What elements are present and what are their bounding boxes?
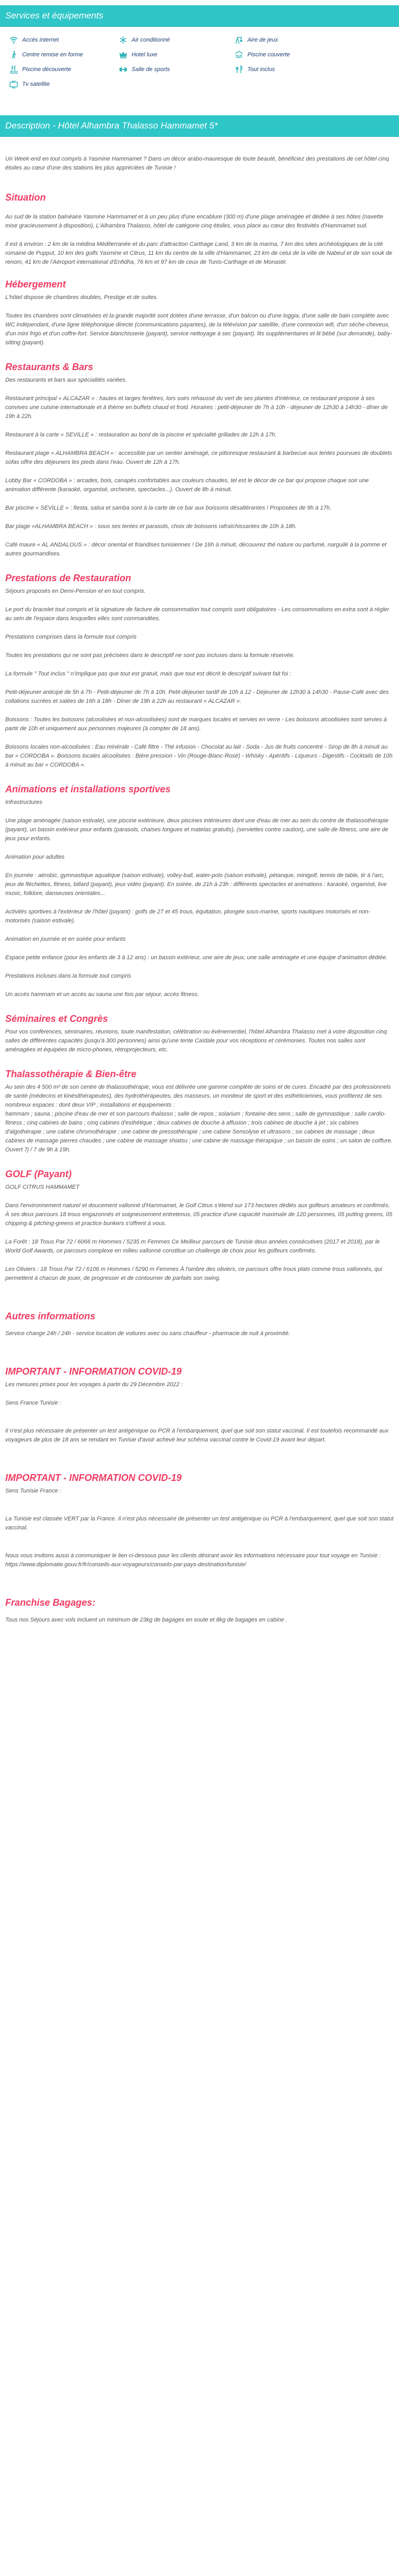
description-body: [0, 137, 399, 1625]
restaurants-paragraph: Restaurant principal « ALCAZAR » : hautes et larges fenêtres, lors soirs rehaussé du vert de ses plantes d'intérieur, ce restaurant propose à ses convives une cuisine internationale et à thème en buffets chaud et froid. Horaires : petit-déjeuner de 7h à 10h - déjeuner de 12h30 à 14h30 - dîner de 19h à 22h.: [5, 395, 388, 420]
amenity-item: [9, 64, 115, 75]
animations-paragraph: Animation pour adultes: [5, 854, 65, 860]
golf-paragraph: Dans l'environnement naturel et doucement vallonné d'Hammamet, le Golf Citrus s'étend sur 173 hectares dédiés aux golfeurs amateurs et confirmés. À ses deux parcours 18 trous engazonnés et soigneusement entretenus, 05 practice d'une capacité maximale de 120 personnes, 05 putting greens, 05 chipping & pitching-greens et practice bunkers s'offrent à vous.: [5, 1202, 393, 1227]
prestations-paragraph: Boissons locales non-alcoolisées : Eau minérale - Café filtre - Thé infusion - Chocolat au lait - Soda - Jus de fruits concentré - Sirop de 8h à minuit au bar « CORDOBA ». Boissons locales alcoolisées : Bière pression - Vin (Rouge-Blanc-Rosé) - Whisky - Apéritifs - Liqueurs - Digestifs - Cocktails de 10h à minuit au bar « CORDOBA ».: [5, 744, 393, 768]
animations-paragraph: Une plage aménagée (saison estivale), une piscine extérieure, deux piscines intérieures dont une d'eau de mer au sein du centre de thalassothérapie (payant), un bassin extérieur pour enfants (parasols, chaises longues et matelas gratuits), (serviettes contre caution), une salle de fitness, une aire de jeux pour enfants.: [5, 818, 388, 842]
hebergement-paragraph: L'hôtel dispose de chambres doubles, Prestige et de suites.: [5, 294, 158, 301]
restaurants-paragraph: Restaurant plage « ALHAMBRA BEACH » : accessible par un sentier aménagé, ce pittoresque restaurant & barbecue aux tentes pourvues de doublets sofas offre des déjeuners les pieds dans l'eau. Ouvert de 12h à 17h.: [5, 450, 392, 465]
amenity-item: [119, 64, 231, 75]
golf-paragraph: La Forêt : 18 Trous Par 72 / 6066 m Hommes / 5235 m Femmes Ce Meilleur parcours de Tunisie deux années consécutives (2017 et 2018), par le World Golf Awards, ce parcours complexe en milieu vallonné constitue un challenge de choix pour les golfeurs confirmés.: [5, 1239, 380, 1254]
situation-paragraph: Au sud de la station balnéaire Yasmine Hammamet et à un peu plus d'une encablure (300 m) d'une plage aménagée et dédiée à ses hôtes (navette mise gracieusement à disposition), L'Alhambra Thalasso, hôtel de catégorie cinq étoiles, vous place au cœur des festivités d'Hammamet sud.: [5, 214, 384, 229]
animations-paragraph: Activités sportives à l'extérieur de l'hôtel (payant) : golfs de 27 et 45 trous, équitation, plongée sous-marine, sports nautiques motorisés et non-motorisés (saison estivale).: [5, 909, 371, 924]
seminaires-paragraph: Pour vos conférences, séminaires, réunions, toute manifestation, célébration ou évènementiel, l'hôtel Alhambra Thalasso met à votre disposition cinq salles de différentes capacités (jusqu'à 300 personnes) ainsi qu'une tente Caïdale pour vos réceptions et cérémonies. Toutes nos salles sont aménagées et équipées de micro-phones, rétroprojecteurs, etc.: [5, 1029, 387, 1053]
covid-paragraph: La Tunisie est classée VERT par la France. Il n'est plus nécessaire de présenter un test antigénique ou PCR à l'embarquement, quel que soit son statut vaccinal.: [5, 1516, 394, 1531]
autres-heading: Autres informations: [5, 1311, 96, 1321]
amenity-label: Accès internet: [22, 37, 59, 43]
animations-paragraph: Animation en journée et en soirée pour enfants: [5, 936, 126, 942]
services-banner-title: Services et équipements: [5, 11, 104, 21]
prestations-paragraph: Séjours proposés en Demi-Pension et en tout compris.: [5, 588, 146, 594]
bagages-heading: Franchise Bagages:: [5, 1597, 96, 1608]
prestations-paragraph: La formule " Tout inclus " n'implique pas que tout est gratuit, mais que tout est décrit le descriptif suivant fait foi :: [5, 671, 292, 677]
wifi-icon: [9, 36, 18, 44]
covid-heading: IMPORTANT - INFORMATION COVID-19: [5, 1366, 182, 1377]
covid-paragraph: Les mesures prises pour les voyages à partir du 29 Décembre 2022 :: [5, 1381, 183, 1388]
amenity-item: [235, 49, 340, 61]
amenity-item: [9, 78, 115, 90]
animations-paragraph: En journée : aérobic, gymnastique aquatique (saison estivale), volley-ball, water-polo (saison estivale), pétanque, minigolf, tennis de table, tir à l'arc, jeux de fléchettes, fitness, billard (payant), jeux vidéo (payant). En soirée, de 21h à 23h : différents spectacles et animations : karaoké, orgamisé, live music, folklore, danseuses orientales...: [5, 872, 387, 897]
restaurants-paragraph: Bar plage «ALHAMBRA BEACH » : sous ses tentes et parasols, choix de boissons rafraîchissantes de 10h à 18h.: [5, 523, 297, 530]
restaurants-paragraph: Café maure « AL ANDALOUS » : décor oriental et friandises tunisiennes ! De 16h à minuit, découvrez thé nature ou parfumé, narguilé à la pomme et autres gourmandises.: [5, 542, 387, 557]
amenity-item: [235, 64, 340, 75]
tv-icon: [9, 80, 18, 88]
hebergement-paragraph: Toutes les chambres sont climatisées et la grande majorité sont dotées d'une terrasse, d'un balcon ou d'une loggia, d'une salle de bain complète avec WC indépendant, d'une ligne téléphonique directe (communications payantes), de la télévision par satellite, d'une connexion wifi, d'un sèche-cheveux, d'un mini frigo et d'un coffre-fort. Service blanchisserie (payant), service nettoyage à sec (payant). lits supplémentaires et lit bébé (sur demande), baby-sitting (payant).: [5, 313, 392, 346]
restaurants-paragraph: Bar piscine « SEVILLE » : fiesta, salsa et samba sont à la carte de ce bar aux boissons désaltérantes ! Proposées de 9h à 17h.: [5, 505, 332, 511]
amenity-item: [235, 34, 340, 46]
thalasso-paragraph: Au sein des 4 500 m² de son centre de thalassothérapie, vous est délivrée une gamme complète de soins et de cures. Encadré par des professionnels de santé (médecins et kinésithérapeutes), des hydrothérapeutes, des masseurs, un moniteur de sport et des esthéticiennes, vous profiterez de ses nombreux espaces : dont deux VIP ; installations et équipements :: [5, 1084, 391, 1108]
animations-paragraph: Espace petite enfance (pour les enfants de 3 à 12 ans) : un bassin extérieur, une aire de jeux, une salle aménagée et une équipe d'animation dédiée.: [5, 954, 388, 961]
fitness-icon: [9, 51, 18, 59]
situation-paragraph: Il est à environ : 2 km de la médina Méditerranée et du parc d'attraction Carthage Land, 3 km de la marina, 7 km des sites archéologiques de la cité romaine de Pupput, 10 km des golfs Yasmine et Citrus, 11 km du centre de la ville d'Hammamet, 23 km de celui de la ville de Nabeul et de son souk de renom, 41 km de l'Aéroport international d'Enfidha, 76 km et 97 km de ceux de Tunis-Carthage et de Monastir.: [5, 241, 393, 265]
golf-paragraph: Les Oliviers : 18 Trous Par 72 / 6106 m Hommes / 5290 m Femmes À l'ombre des oliviers, ce parcours offre trous plats comme trous vallonnés, qui permettent à chacun de jouer, de progresser et de contourner de parfaits son swing.: [5, 1266, 382, 1281]
prestations-paragraph: Le port du bracelet tout compris et la signature de facture de consommation tout compris sont obligatoires - Les consommations en extra sont à régler au sein de l'espace dans lesquelles elles sont commandées.: [5, 606, 390, 622]
crown-icon: [119, 51, 127, 59]
all-inclusive-icon: [235, 65, 243, 74]
prestations-paragraph: Boissons : Toutes les boissons (alcoolisées et non-alcoolisées) sont de marques locales et servies en verre - Les boissons alcoolisées sont servies à partir de 10h et uniquement aux personnes majeures (à compter de 18 ans).: [5, 717, 387, 732]
restaurants-paragraph: Restaurant à la carte « SEVILLE » : restauration au bord de la piscine et spécialité grillades de 12h à 17h.: [5, 432, 277, 438]
covid-paragraph: Sens Tunisie France :: [5, 1488, 62, 1494]
animations-paragraph: Prestations incluses dans la formule tout compris: [5, 973, 132, 979]
situation-heading: Situation: [5, 192, 46, 203]
amenity-label: Tout inclus: [247, 66, 275, 73]
covid-paragraph: Il n'est plus nécessaire de présenter un test antigénique ou PCR à l'embarquement, quel que soit son statut vaccinal. Il est toutefois recommandé aux voyageurs de plus de 18 ans se rendant en Tunisie d'avoir achevé leur schéma vaccinal contre le Covid-19 avant leur départ.: [5, 1428, 389, 1443]
amenity-label: Hotel luxe: [132, 52, 157, 58]
thalasso-paragraph: hammam ; sauna ; piscine d'eau de mer et son parcours thalasso ; salle de repos ; solarium ; fontaine des sens ; salle de gymnastique ; salle cardio-fitness ; cinq cabines de bains ; cinq cabines d'esthétique ; deux cabines de douche à affusion ; trois cabines de douche à jet ; six cabines d'algothérapie ; une cabine chromothérapie ; une cabine de pressothérapie ; une cabine Sensolyse et ultrasons ; six cabines de massage ; deux cabines de massage pierres chaudes ; une cabine de massage shiatsu ; une cabine de massage thérapique ; un bassin de soins ; un salon de coiffure. Ouvert 7j / 7 de 9h à 19h.: [5, 1111, 393, 1153]
bagages-paragraph: Tous nos Séjours avec vols incluent un minimum de 23kg de bagages en soute et 8kg de bagages en cabine .: [5, 1617, 287, 1623]
amenity-item: [9, 34, 115, 46]
description-banner: [0, 115, 399, 137]
amenity-label: Air conditionné: [132, 37, 170, 43]
autres-paragraph: Service change 24h / 24h - service location de voitures avec ou sans chauffeur - pharmacie de nuit à proximité.: [5, 1330, 291, 1337]
intro-text: Un Week-end en tout compris à Yasmine Hammamet ? Dans un décor arabo-mauresque de toute beauté, bénéficiez des prestations de cet hôtel cinq étoiles au cœur d'une des stations les plus appréciées de Tunisie !: [5, 156, 389, 171]
seminaires-heading: Séminaires et Congrès: [5, 1013, 108, 1024]
hebergement-heading: Hébergement: [5, 279, 66, 290]
prestations-paragraph: Prestations comprises dans la formule tout compris: [5, 634, 137, 640]
amenity-label: Centre remise en forme: [22, 52, 83, 58]
services-banner: [0, 5, 399, 27]
restaurants-paragraph: Des restaurants et bars aux spécialités variées.: [5, 377, 127, 383]
covid-heading: IMPORTANT - INFORMATION COVID-19: [5, 1473, 182, 1483]
amenity-label: Piscine découverte: [22, 66, 71, 73]
amenity-label: Piscine couverte: [247, 52, 290, 58]
amenities-list: [0, 27, 399, 93]
covid-paragraph: Sens France Tunisie :: [5, 1400, 62, 1406]
amenity-label: Tv satellite: [22, 81, 50, 87]
playground-icon: [235, 36, 243, 44]
thalasso-heading: Thalassothérapie & Bien-être: [5, 1069, 137, 1079]
restaurants-paragraph: Lobby Bar « CORDOBA » : arcades, bois, canapés confortables aux couleurs chaudes, tel est le décor de ce bar qui propose chaque soir une animation différente (karaoké, orgamisé, orchestre, spectacles...). Ouvert de 8h à minuit.: [5, 478, 369, 493]
dumbbell-icon: [119, 65, 127, 74]
description-banner-title: Description - Hôtel Alhambra Thalasso Hammamet 5*: [5, 121, 218, 131]
animations-heading: Animations et installations sportives: [5, 784, 171, 794]
amenity-label: Salle de sports: [132, 66, 170, 73]
amenity-item: [9, 49, 115, 61]
snowflake-icon: [119, 36, 127, 44]
golf-heading: GOLF (Payant): [5, 1169, 72, 1179]
prestations-heading: Prestations de Restauration: [5, 573, 132, 583]
indoor-pool-icon: [235, 51, 243, 59]
animations-paragraph: Infrastructures: [5, 799, 43, 805]
prestations-paragraph: Toutes les prestations qui ne sont pas précisées dans le descriptif ne sont pas incluses dans la formule réservée.: [5, 652, 295, 659]
pool-icon: [9, 65, 18, 74]
animations-paragraph: Un accès hammam et un accès au sauna une fois par séjour, accès fitness.: [5, 991, 200, 998]
golf-paragraph: GOLF CITRUS HAMMAMET: [5, 1184, 79, 1190]
restaurants-heading: Restaurants & Bars: [5, 362, 94, 372]
prestations-paragraph: Petit-déjeuner anticipé de 5h à 7h - Petit-déjeuner de 7h à 10h. Petit-déjeuner tardif de 10h à 12 - Déjeuner de 12h30 à 14h30 - Pause-Café avec des collations sucrées et salées de 16h à 18h - Dîner de 19h à 22h au restaurant « ALCAZAR ».: [5, 689, 389, 704]
amenity-item: [119, 49, 231, 61]
amenity-label: Aire de jeux: [247, 37, 278, 43]
covid-paragraph: Nous vous invitons aussi à communiquer le lien ci-dessous pour les clients désirant avoir les informations nécessaire pour tout voyage en Tunisie : https://www.diplomatie.gouv.fr/fr/conseils-aux-voyageurs/conseils-par-pays-destination/tunisie/: [5, 1553, 381, 1568]
amenity-item: [119, 34, 231, 46]
